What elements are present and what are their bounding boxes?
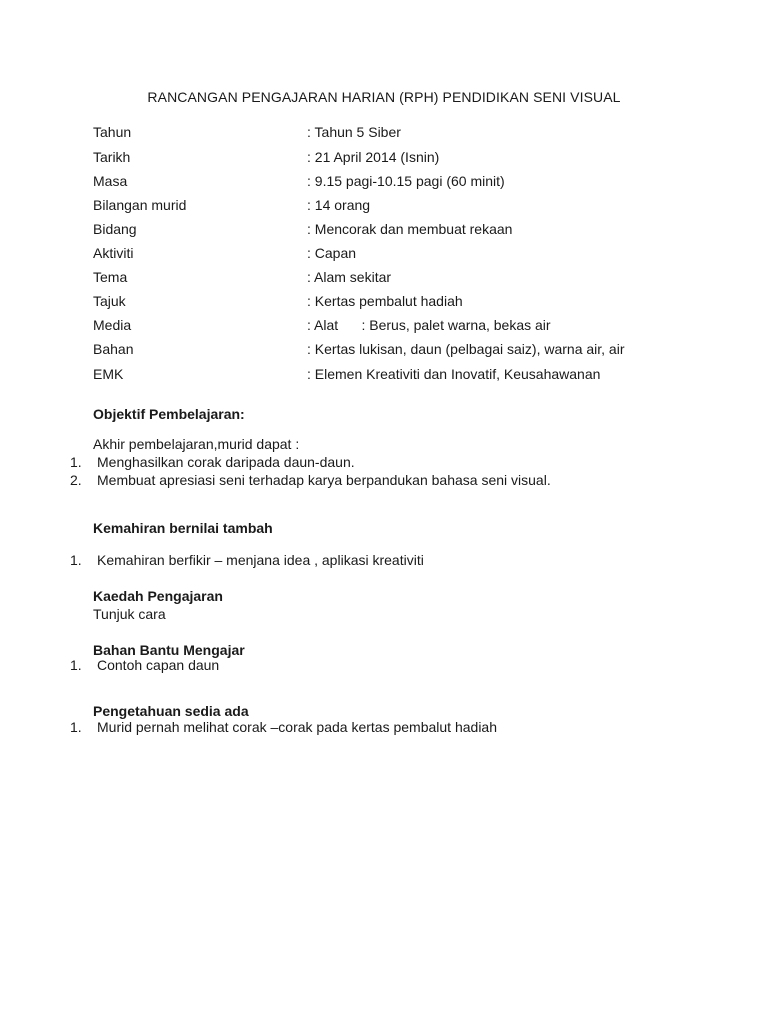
bbm-heading: Bahan Bantu Mengajar [93, 642, 245, 658]
list-number: 1. [70, 552, 82, 568]
info-row-tema [93, 269, 693, 286]
info-row-tahun [93, 124, 693, 141]
info-value: : Elemen Kreativiti dan Inovatif, Keusahawanan [307, 366, 601, 382]
list-text: Kemahiran berfikir – menjana idea , aplikasi kreativiti [97, 552, 424, 568]
list-text: Menghasilkan corak daripada daun-daun. [97, 454, 355, 470]
list-number: 1. [70, 657, 82, 673]
info-value: : 14 orang [307, 197, 371, 213]
pengetahuan-heading: Pengetahuan sedia ada [93, 703, 249, 719]
info-value: : Kertas pembalut hadiah [307, 293, 463, 309]
info-label: Masa [93, 173, 128, 189]
objektif-intro: Akhir pembelajaran,murid dapat : [93, 436, 300, 452]
info-value: : Alam sekitar [307, 269, 392, 285]
info-label: Tarikh [93, 149, 131, 165]
info-label: EMK [93, 366, 124, 382]
list-item [70, 454, 720, 471]
document-title: RANCANGAN PENGAJARAN HARIAN (RPH) PENDIDIKAN SENI VISUAL [147, 89, 621, 105]
list-item [70, 472, 720, 489]
info-row-tajuk [93, 293, 693, 310]
info-label: Media [93, 317, 132, 333]
list-item [70, 719, 720, 736]
info-row-media [93, 317, 693, 334]
info-row-emk [93, 366, 693, 383]
info-row-bilangan-murid [93, 197, 693, 214]
info-row-bahan [93, 341, 693, 358]
info-label: Tajuk [93, 293, 126, 309]
info-label: Aktiviti [93, 245, 134, 261]
list-number: 1. [70, 719, 82, 735]
info-value: : 21 April 2014 (Isnin) [307, 149, 440, 165]
list-text: Contoh capan daun [97, 657, 220, 673]
info-label: Bilangan murid [93, 197, 187, 213]
info-label: Bahan [93, 341, 134, 357]
info-row-masa [93, 173, 693, 190]
list-item [70, 657, 720, 674]
info-row-aktiviti [93, 245, 693, 262]
objektif-heading: Objektif Pembelajaran: [93, 406, 245, 422]
info-value: : Kertas lukisan, daun (pelbagai saiz), warna air, air [307, 341, 625, 357]
info-value: : 9.15 pagi-10.15 pagi (60 minit) [307, 173, 505, 189]
info-value: : Capan [307, 245, 357, 261]
info-label: Tahun [93, 124, 132, 140]
kemahiran-heading: Kemahiran bernilai tambah [93, 520, 273, 536]
info-label: Tema [93, 269, 128, 285]
list-number: 1. [70, 454, 82, 470]
list-number: 2. [70, 472, 82, 488]
info-label: Bidang [93, 221, 137, 237]
info-value: : Tahun 5 Siber [307, 124, 401, 140]
kaedah-heading: Kaedah Pengajaran [93, 588, 223, 604]
list-item [70, 552, 720, 569]
info-value: : Mencorak dan membuat rekaan [307, 221, 513, 237]
list-text: Membuat apresiasi seni terhadap karya berpandukan bahasa seni visual. [97, 472, 551, 488]
info-row-tarikh [93, 149, 693, 166]
info-value: : Alat : Berus, palet warna, bekas air [307, 317, 551, 333]
list-text: Murid pernah melihat corak –corak pada kertas pembalut hadiah [97, 719, 498, 735]
info-row-bidang [93, 221, 693, 238]
kaedah-text: Tunjuk cara [93, 606, 166, 622]
